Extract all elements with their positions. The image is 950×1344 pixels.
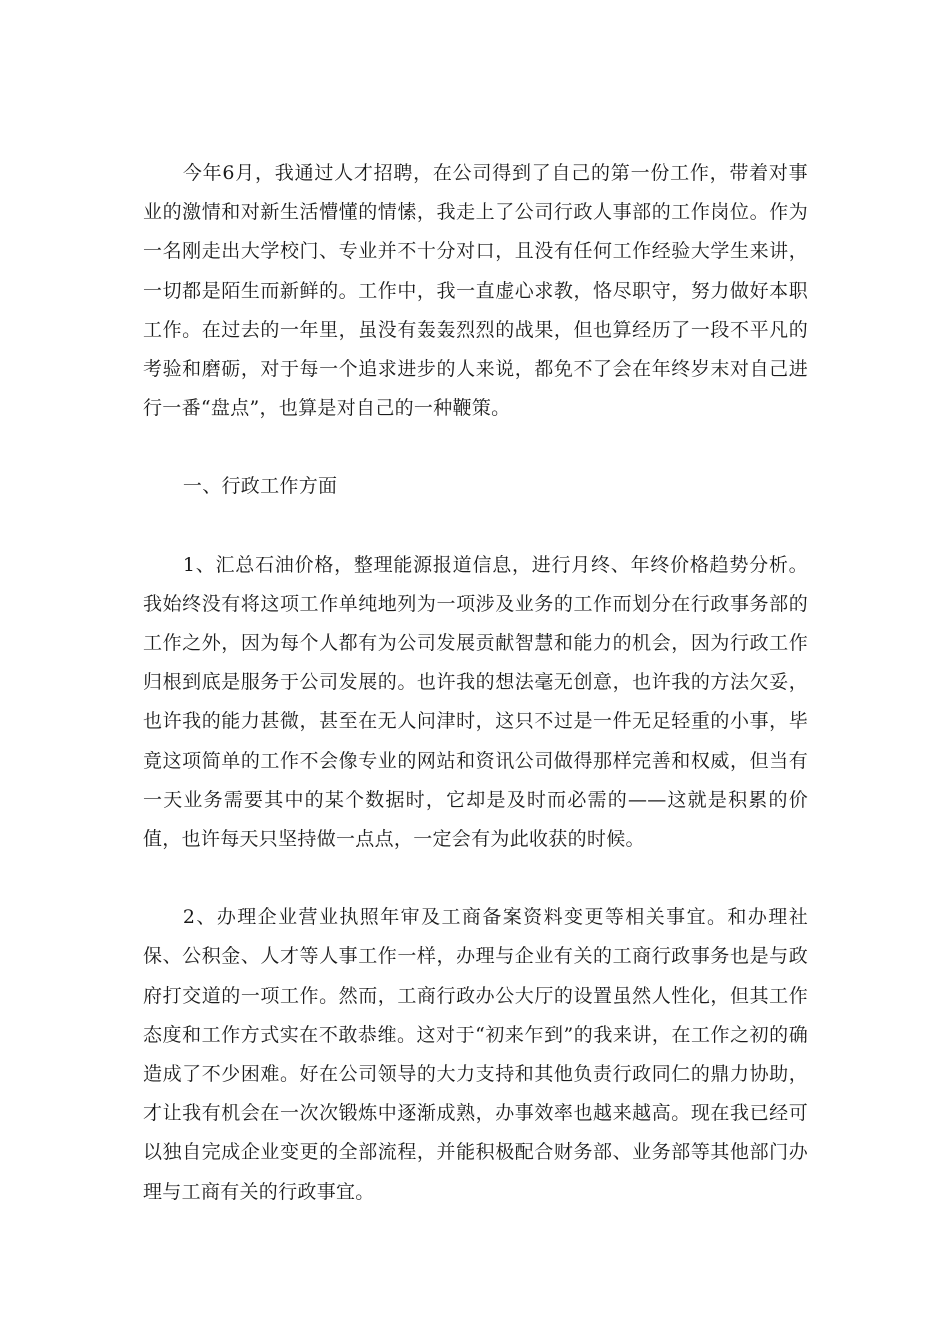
item-2-paragraph: 2、办理企业营业执照年审及工商备案资料变更等相关事宜。和办理社保、公积金、人才等人事工作一样，办理与企业有关的工商行政事务也是与政府打交道的一项工作。然而，工商行政办公大厅的设置虽然人性化，但其工作态度和工作方式实在不敢恭维。这对于“初来乍到”的我来讲，在工作之初的确造成了不少困难。好在公司领导的大力支持和其他负责行政同仁的鼎力协助，才让我有机会在一次次锻炼中逐渐成熟，办事效率也越来越高。现在我已经可以独自完成企业变更的全部流程，并能积极配合财务部、业务部等其他部门办理与工商有关的行政事宜。 xyxy=(143,906,808,1203)
item-1-paragraph: 1、汇总石油价格，整理能源报道信息，进行月终、年终价格趋势分析。我始终没有将这项工作单纯地列为一项涉及业务的工作而划分在行政事务部的工作之外，因为每个人都有为公司发展贡献智慧和能力的机会，因为行政工作归根到底是服务于公司发展的。也许我的想法毫无创意，也许我的方法欠妥，也许我的能力甚微，甚至在无人问津时，这只不过是一件无足轻重的小事，毕竟这项简单的工作不会像专业的网站和资讯公司做得那样完善和权威，但当有一天业务需要其中的某个数据时，它却是及时而必需的——这就是积累的价值，也许每天只坚持做一点点，一定会有为此收获的时候。 xyxy=(143,553,808,851)
paragraph-spacer xyxy=(143,428,808,467)
intro-paragraph: 今年6月，我通过人才招聘，在公司得到了自己的第一份工作，带着对事业的激情和对新生活懵懂的情愫，我走上了公司行政人事部的工作岗位。作为一名刚走出大学校门、专业并不十分对口，且没有任何工作经验大学生来讲，一切都是陌生而新鲜的。工作中，我一直虚心求教，恪尽职守，努力做好本职工作。在过去的一年里，虽没有轰轰烈烈的战果，但也算经历了一段不平凡的考验和磨砺，对于每一个追求进步的人来说，都免不了会在年终岁末对自己进行一番“盘点”，也算是对自己的一种鞭策。 xyxy=(143,162,808,420)
paragraph-spacer xyxy=(143,859,808,898)
section-heading: 一、行政工作方面 xyxy=(182,475,338,498)
paragraph-spacer xyxy=(143,507,808,546)
document-body xyxy=(143,154,808,1212)
